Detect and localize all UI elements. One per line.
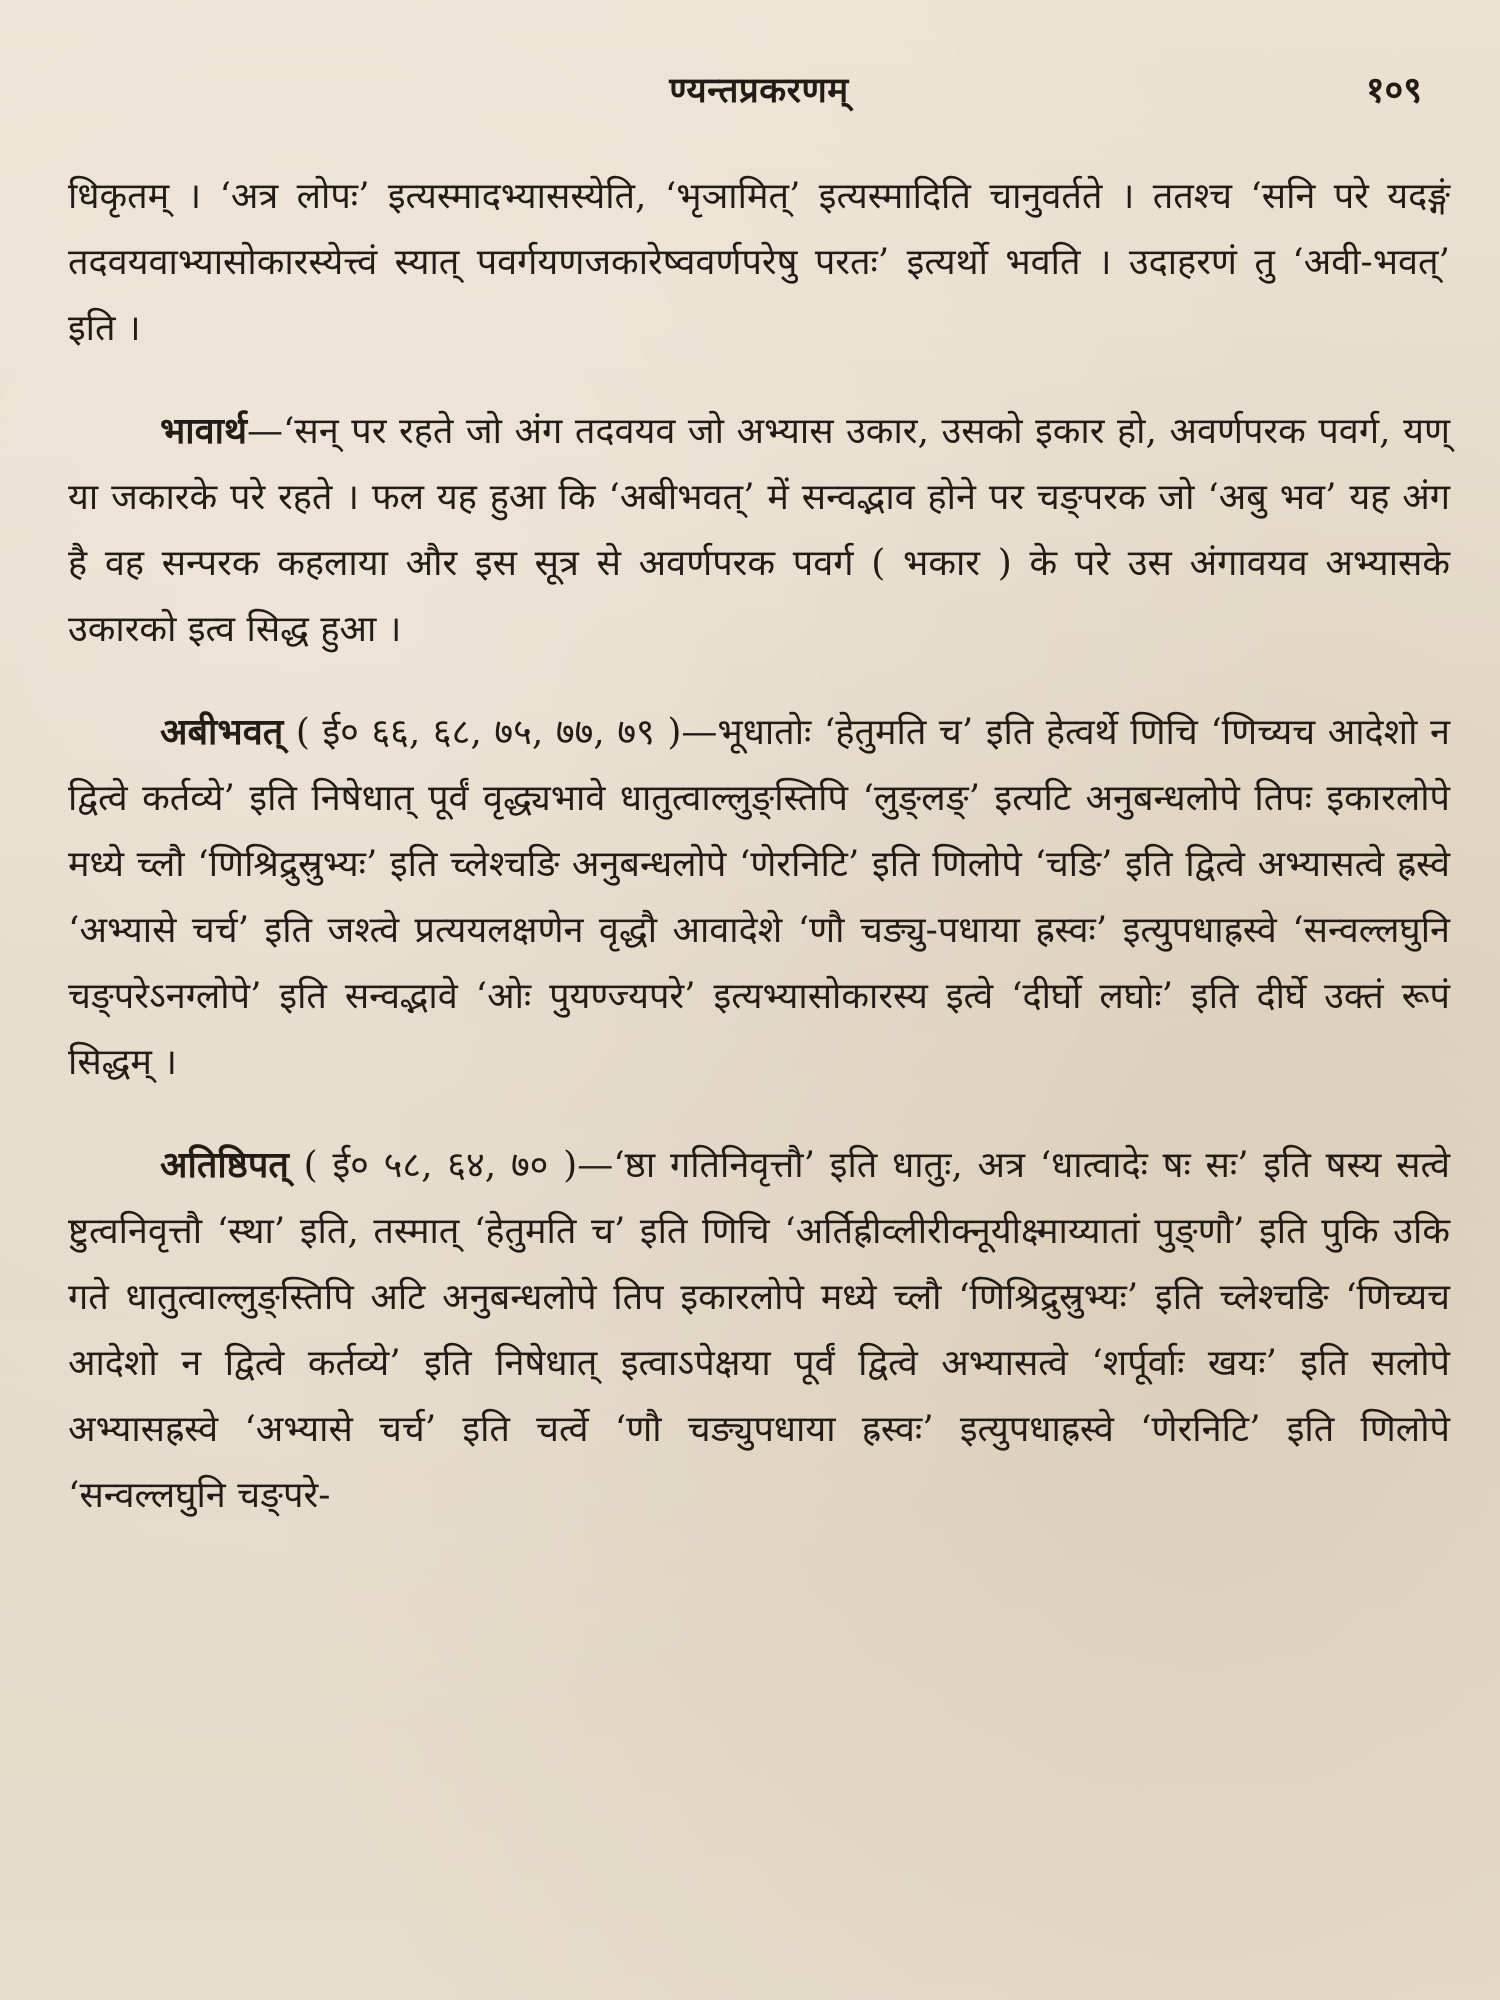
page-number: १०९ [1365, 69, 1422, 111]
running-title: ण्यन्तप्रकरणम् [669, 70, 849, 111]
paragraph-text: —‘सन् पर रहते जो अंग तदवयव जो अभ्यास उकार, उसको इकार हो, अवर्णपरक पवर्ग, यण् या जकारके परे रहते । फल यह हुआ कि ‘अबीभवत्’ में सन्वद्भाव होने पर चङ्परक जो ‘अबु भव’ यह अंग है वह सन्परक कहलाया और इस सूत्र से अवर्णपरक पवर्ग ( भकार ) के परे उस अंगावयव अभ्यासके उकारको इत्व सिद्ध हुआ । [68, 411, 1450, 650]
lead-term: अतिष्ठिपत् [160, 1144, 289, 1186]
paragraph-text: धिकृतम् । ‘अत्र लोपः’ इत्यस्मादभ्यासस्येति, ‘भृञामित्’ इत्यस्मादिति चानुवर्तते । ततश्च ‘सनि परे यदङ्गं तदवयवाभ्यासोकारस्येत्त्वं स्यात् पवर्गयणजकारेष्ववर्णपरेषु परतः’ इत्यर्थो भवति । उदाहरणं तु ‘अवी-भवत्’ इति । [68, 176, 1450, 349]
page-header [68, 62, 1450, 122]
paragraph-abibhavat [68, 699, 1450, 1096]
lead-term: भावार्थ [160, 410, 247, 452]
paragraph-text: ( ई० ५८, ६४, ७० )—‘ष्ठा गतिनिवृत्तौ’ इति धातुः, अत्र ‘धात्वादेः षः सः’ इति षस्य सत्वे ष्टुत्वनिवृत्तौ ‘स्था’ इति, तस्मात् ‘हेतुमति च’ इति णिचि ‘अर्तिह्रीव्लीरीक्नूयीक्ष्माय्यातां पुङ्णौ’ इति पुकि उकि गते धातुत्वाल्लुङ्स्तिपि अटि अनुबन्धलोपे तिप इकारलोपे मध्ये च्लौ ‘णिश्रिद्रुस्रुभ्यः’ इति च्लेश्चङि ‘णिच्यच आदेशो न द्वित्वे कर्तव्ये’ इति निषेधात् इत्वाऽपेक्षया पूर्वं द्वित्वे अभ्यासत्वे ‘शर्पूर्वाः खयः’ इति सलोपे अभ्यासह्रस्वे ‘अभ्यासे चर्च’ इति चर्त्वे ‘णौ चङ्युपधाया ह्रस्वः’ इत्युपधाह्रस्वे ‘णेरनिटि’ इति णिलोपे ‘सन्वल्लघुनि चङ्परे- [68, 1145, 1450, 1516]
paragraph-atishthipat [68, 1132, 1450, 1529]
paragraph-text: ( ई० ६६, ६८, ७५, ७७, ७९ )—भूधातोः ‘हेतुमति च’ इति हेत्वर्थे णिचि ‘णिच्यच आदेशो न द्वित्वे कर्तव्ये’ इति निषेधात् पूर्वं वृद्ध्यभावे धातुत्वाल्लुङ्स्तिपि ‘लुङ्लङ्’ इत्यटि अनुबन्धलोपे तिपः इकारलोपे मध्ये च्लौ ‘णिश्रिद्रुस्रुभ्यः’ इति च्लेश्चङि अनुबन्धलोपे ‘णेरनिटि’ इति णिलोपे ‘चङि’ इति द्वित्वे अभ्यासत्वे ह्रस्वे ‘अभ्यासे चर्च’ इति जश्त्वे प्रत्ययलक्षणेन वृद्धौ आवादेशे ‘णौ चङ्यु-पधाया ह्रस्वः’ इत्युपधाह्रस्वे ‘सन्वल्लघुनि चङ्परेऽनग्लोपे’ इति सन्वद्भावे ‘ओः पुयण्ज्यपरे’ इत्यभ्यासोकारस्य इत्वे ‘दीर्घो लघोः’ इति दीर्घे उक्तं रूपं सिद्धम् । [68, 712, 1450, 1083]
paragraph-continued [68, 164, 1450, 362]
paragraph-bhavartha [68, 398, 1450, 663]
lead-term: अबीभवत् [160, 711, 284, 753]
